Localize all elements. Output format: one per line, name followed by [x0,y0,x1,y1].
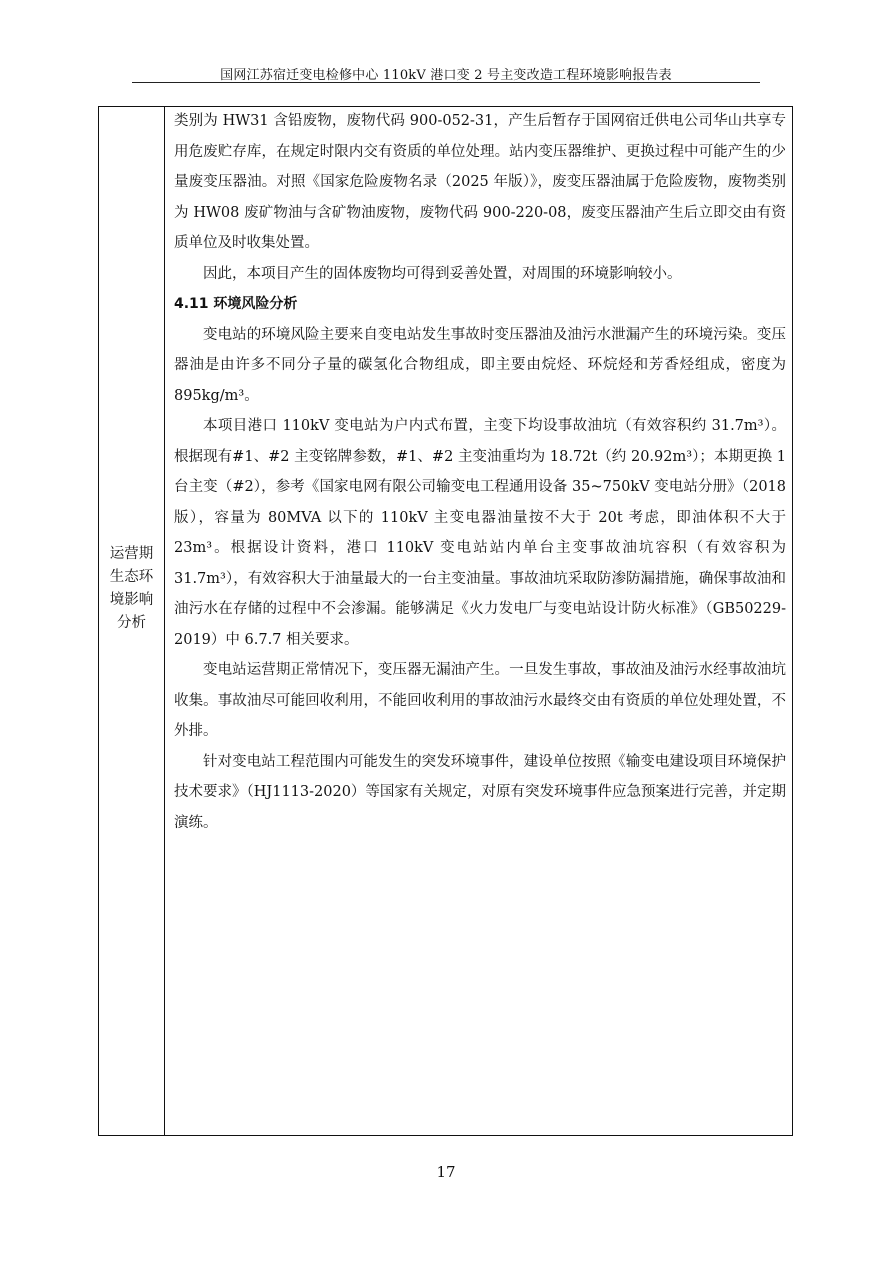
row-label-line: 生态环 [109,569,154,585]
column-divider [164,106,165,1136]
paragraph-solid-waste-cont: 类别为 HW31 含铅废物，废物代码 900-052-31，产生后暂存于国网宿迁供电公司华山共享专用危废贮存库，在规定时限内交有资质的单位处理。站内变压器维护、更换过程中可能产生的少量废变压器油。对照《国家危险废物名录（2025 年版）》，废变压器油属于危险废物，废物类别为 HW08 废矿物油与含矿物油废物，废物代码 900-220-08，废变压器油产生后立即交由有资质单位及时收集处置。 [174,113,786,251]
section-heading-risk: 4.11 环境风险分析 [174,296,298,312]
row-label-line: 境影响 [109,592,154,608]
content-cell [174,106,786,838]
row-label-line: 分析 [117,615,146,631]
paragraph-solid-waste-conclusion: 因此，本项目产生的固体废物均可得到妥善处置，对周围的环境影响较小。 [203,265,682,282]
paragraph-oil-pit: 本项目港口 110kV 变电站为户内式布置，主变下均设事故油坑（有效容积约 31.7m³）。根据现有#1、#2 主变铭牌参数，#1、#2 主变油重均为 18.72t（约 20.92m³）；本期更换 1 台主变（#2），参考《国家电网有限公司输变电工程通用设备 35~750kV 变电站分册》（2018 版），容量为 80MVA 以下的 110kV 主变电器油量按不大于 20t 考虑，即油体积不大于 23m³。根据设计资料，港口 110kV 变电站站内单台主变事故油坑容积（有效容积为 31.7m³），有效容积大于油量最大的一台主变油量。事故油坑采取防渗防漏措施，确保事故油和油污水在存储的过程中不会渗漏。能够满足《火力发电厂与变电站设计防火标准》（GB50229-2019）中 6.7.7 相关要求。 [174,418,786,648]
page-header-title: 国网江苏宿迁变电检修中心 110kV 港口变 2 号主变改造工程环境影响报告表 [220,68,672,83]
row-label-line: 运营期 [109,546,154,562]
paragraph-risk-source: 变电站的环境风险主要来自变电站发生事故时变压器油及油污水泄漏产生的环境污染。变压器油是由许多不同分子量的碳氢化合物组成，即主要由烷烃、环烷烃和芳香烃组成，密度为 895kg/m³。 [174,326,786,404]
header-rule [132,82,760,83]
row-label [99,543,164,635]
page-number: 17 [436,1163,456,1181]
paragraph-emergency-plan: 针对变电站工程范围内可能发生的突发环境事件，建设单位按照《输变电建设项目环境保护技术要求》（HJ1113-2020）等国家有关规定，对原有突发环境事件应急预案进行完善，并定期演练。 [174,753,786,831]
paragraph-normal-operation: 变电站运营期正常情况下，变压器无漏油产生。一旦发生事故，事故油及油污水经事故油坑收集。事故油尽可能回收利用，不能回收利用的事故油污水最终交由有资质的单位处理处置，不外排。 [174,662,786,739]
